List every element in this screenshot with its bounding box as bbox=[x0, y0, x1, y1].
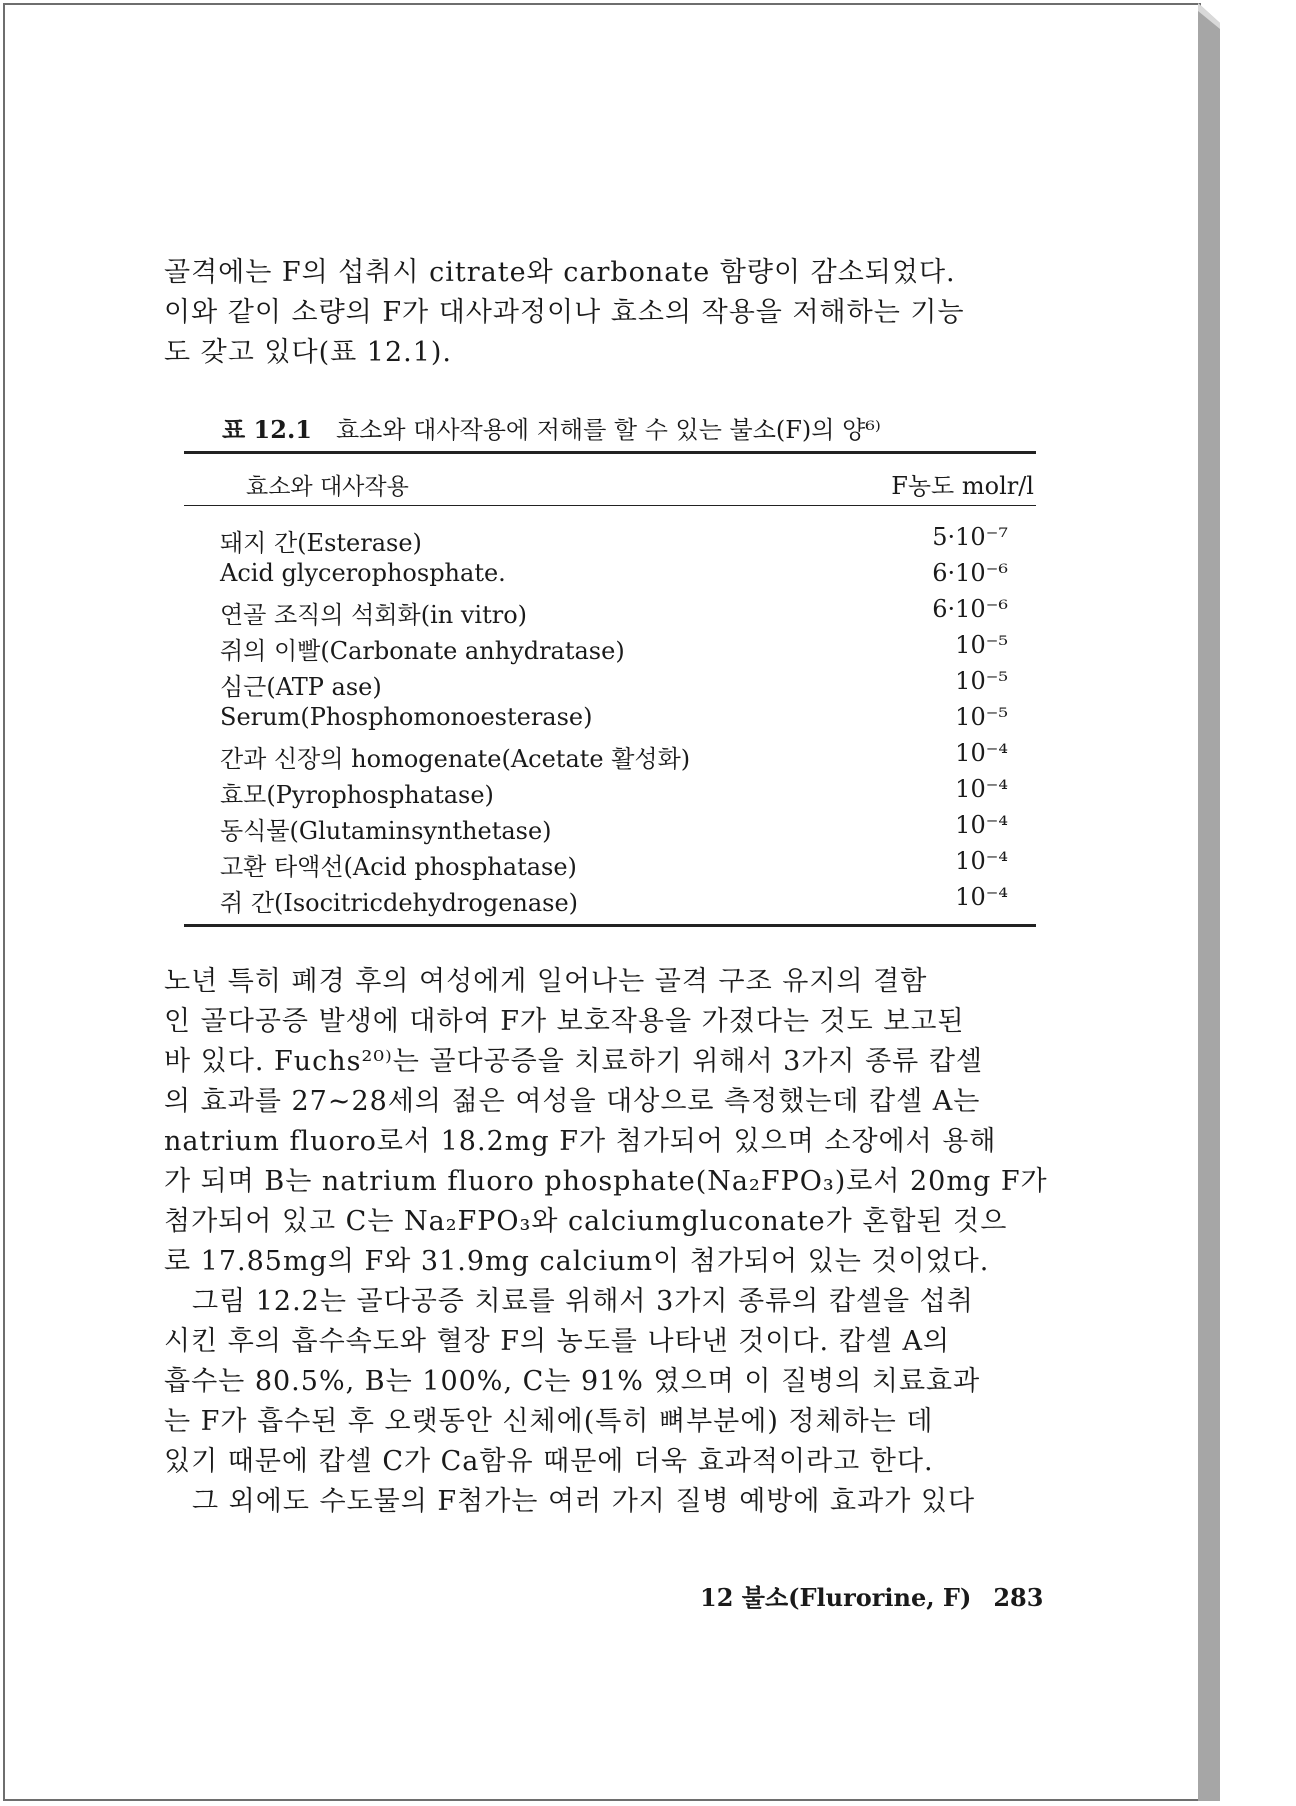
table-row bbox=[220, 847, 1008, 883]
row-name: 심근(ATP ase) bbox=[220, 673, 382, 701]
row-value: 10⁻⁵ bbox=[955, 703, 1008, 731]
table-row bbox=[220, 559, 1008, 595]
table-row bbox=[220, 595, 1008, 631]
running-footer bbox=[700, 1578, 1043, 1613]
text-line: 시킨 후의 흡수속도와 혈장 F의 농도를 나타낸 것이다. 캅셀 A의 bbox=[164, 1326, 951, 1357]
row-name: 연골 조직의 석회화(in vitro) bbox=[220, 601, 528, 629]
table-header-rule bbox=[184, 505, 1036, 506]
table-top-rule bbox=[184, 451, 1036, 454]
text-line: 로 17.85mg의 F와 31.9mg calcium이 첨가되어 있는 것이었다. bbox=[164, 1246, 990, 1277]
text-line: 그림 12.2는 골다공증 치료를 위해서 3가지 종류의 캅셀을 섭취 bbox=[164, 1286, 974, 1317]
table-body bbox=[220, 523, 1008, 919]
table-row bbox=[220, 883, 1008, 919]
table-row bbox=[220, 775, 1008, 811]
row-value: 10⁻⁵ bbox=[955, 667, 1008, 695]
text-line: 도 갖고 있다(표 12.1). bbox=[164, 337, 453, 368]
text-line: 이와 같이 소량의 F가 대사과정이나 효소의 작용을 저해하는 기능 bbox=[164, 297, 965, 328]
table-row bbox=[220, 631, 1008, 667]
row-value: 5·10⁻⁷ bbox=[932, 523, 1008, 551]
paragraph-intro bbox=[164, 253, 1060, 373]
text-line: 그 외에도 수도물의 F첨가는 여러 가지 질병 예방에 효과가 있다 bbox=[164, 1486, 976, 1517]
table-row bbox=[220, 523, 1008, 559]
row-name: 효모(Pyrophosphatase) bbox=[220, 781, 494, 809]
table-row bbox=[220, 739, 1008, 775]
text-line: 노년 특히 폐경 후의 여성에게 일어나는 골격 구조 유지의 결함 bbox=[164, 966, 928, 997]
row-name: 돼지 간(Esterase) bbox=[220, 529, 422, 557]
text-line: 흡수는 80.5%, B는 100%, C는 91% 였으며 이 질병의 치료효과 bbox=[164, 1366, 981, 1397]
text-line: 의 효과를 27~28세의 젊은 여성을 대상으로 측정했는데 캅셀 A는 bbox=[164, 1086, 981, 1117]
row-value: 10⁻⁴ bbox=[955, 883, 1008, 911]
text-line: 는 F가 흡수된 후 오랫동안 신체에(특히 뼈부분에) 정체하는 데 bbox=[164, 1406, 934, 1437]
table-caption bbox=[222, 410, 881, 445]
row-name: Acid glycerophosphate. bbox=[220, 559, 506, 587]
row-name: 간과 신장의 homogenate(Acetate 활성화) bbox=[220, 745, 691, 773]
text-line: natrium fluoro로서 18.2mg F가 첨가되어 있으며 소장에서 용해 bbox=[164, 1126, 997, 1157]
table-row bbox=[220, 811, 1008, 847]
row-value: 6·10⁻⁶ bbox=[932, 559, 1008, 587]
row-name: 동식물(Glutaminsynthetase) bbox=[220, 817, 552, 845]
row-value: 6·10⁻⁶ bbox=[932, 595, 1008, 623]
row-name: 고환 타액선(Acid phosphatase) bbox=[220, 853, 577, 881]
paragraph-osteoporosis bbox=[164, 962, 1060, 1522]
row-value: 10⁻⁴ bbox=[955, 739, 1008, 767]
text-line: 첨가되어 있고 C는 Na₂FPO₃와 calciumgluconate가 혼합된 것으 bbox=[164, 1206, 1008, 1237]
row-value: 10⁻⁴ bbox=[955, 847, 1008, 875]
row-value: 10⁻⁴ bbox=[955, 775, 1008, 803]
page-number: 283 bbox=[993, 1583, 1044, 1612]
row-value: 10⁻⁴ bbox=[955, 811, 1008, 839]
row-name: Serum(Phosphomonoesterase) bbox=[220, 703, 593, 731]
row-value: 10⁻⁵ bbox=[955, 631, 1008, 659]
text-line: 가 되며 B는 natrium fluoro phosphate(Na₂FPO₃)로서 20mg F가 bbox=[164, 1166, 1048, 1197]
text-line: 골격에는 F의 섭취시 citrate와 carbonate 함량이 감소되었다. bbox=[164, 257, 956, 288]
text-line: 인 골다공증 발생에 대하여 F가 보호작용을 가졌다는 것도 보고된 bbox=[164, 1006, 965, 1037]
table-row bbox=[220, 667, 1008, 703]
table-header-enzyme: 효소와 대사작용 bbox=[246, 474, 409, 500]
table-row bbox=[220, 703, 1008, 739]
table-header-concentration: F농도 molr/l bbox=[891, 472, 1034, 500]
table-bottom-rule bbox=[184, 924, 1036, 927]
chapter-title: 12 불소(Flurorine, F) bbox=[700, 1583, 972, 1612]
page-edge-shadow bbox=[1198, 3, 1250, 1801]
text-line: 바 있다. Fuchs²⁰⁾는 골다공증을 치료하기 위해서 3가지 종류 캅셀 bbox=[164, 1046, 983, 1077]
row-name: 쥐의 이빨(Carbonate anhydratase) bbox=[220, 637, 625, 665]
text-line: 있기 때문에 캅셀 C가 Ca함유 때문에 더욱 효과적이라고 한다. bbox=[164, 1446, 934, 1477]
table-number: 표 12.1 bbox=[222, 415, 312, 444]
row-name: 쥐 간(Isocitricdehydrogenase) bbox=[220, 889, 579, 917]
table-title: 효소와 대사작용에 저해를 할 수 있는 불소(F)의 양⁶⁾ bbox=[336, 416, 881, 444]
